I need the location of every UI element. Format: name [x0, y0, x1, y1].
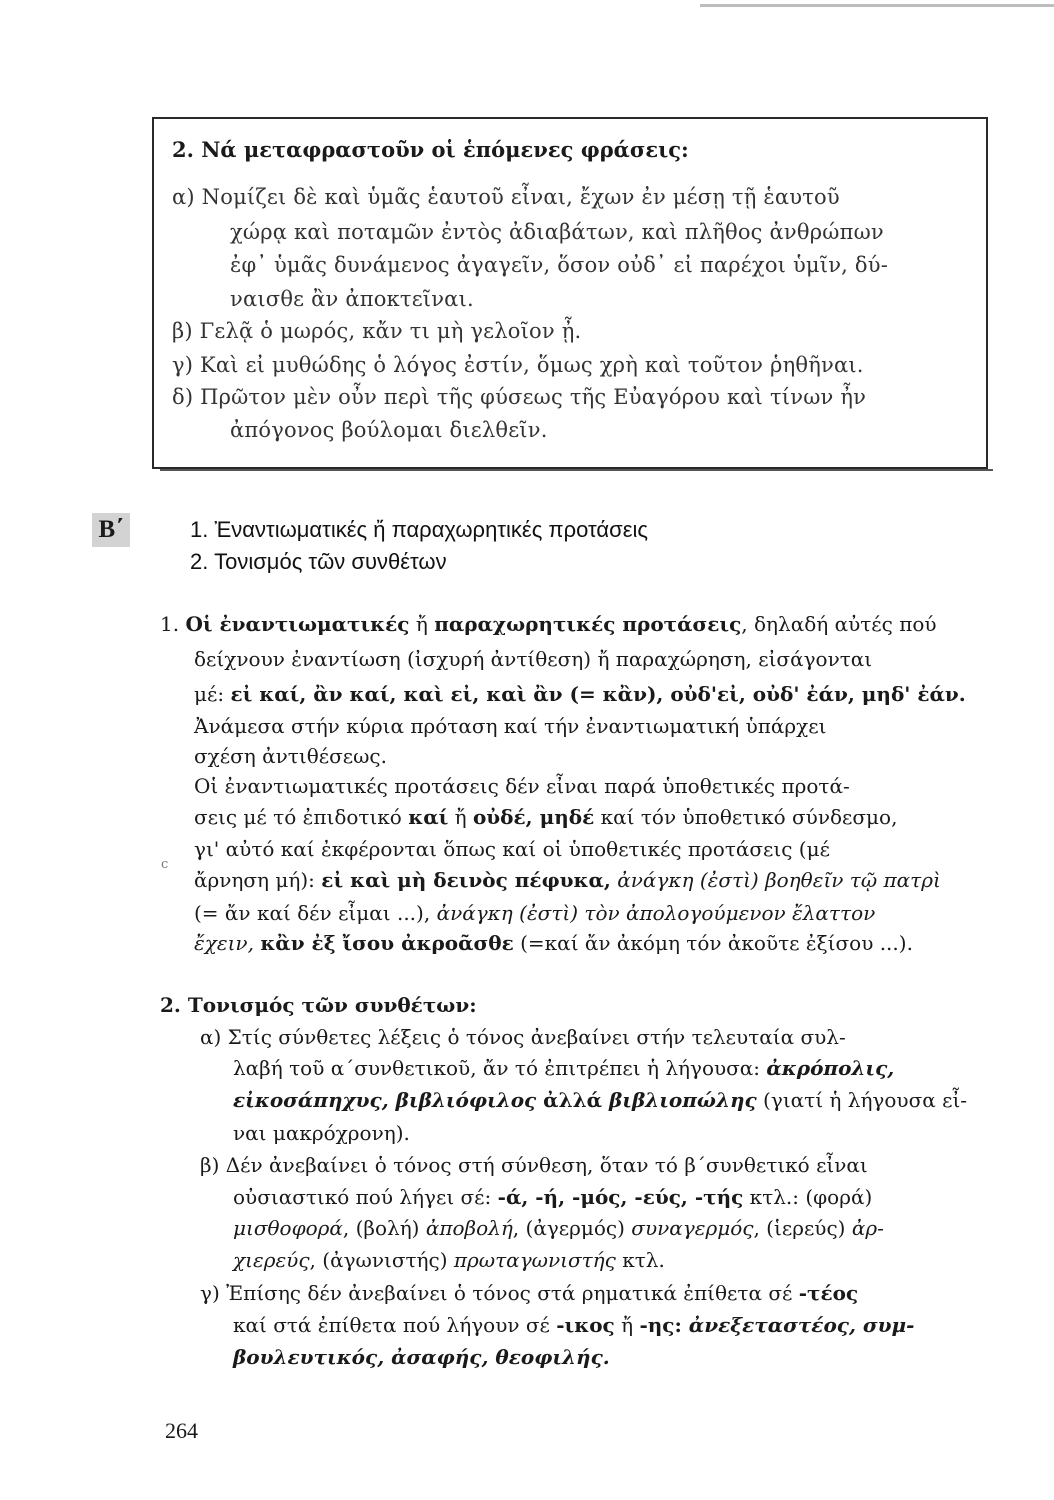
exercise-heading: 2. Νά μεταφραστοῦν οἱ ἑπόμενες φράσεις: [172, 137, 689, 162]
text-run: ἤ [448, 805, 473, 829]
text-run: σεις μέ τό ἐπιδοτικό [194, 805, 409, 829]
paragraph-1-line [194, 805, 897, 829]
exercise-line: γ) Καὶ εἰ μυθώδης ὁ λόγος ἐστίν, ὅμως χρὴ καὶ τοῦτον ῥηθῆναι. [172, 353, 864, 377]
exercise-line: χώρᾳ καὶ ποταμῶν ἐντὸς ἀδιαβάτων, καὶ πλῆθος ἀνθρώπων [230, 220, 884, 244]
suffix-bold: -ης: [639, 1313, 682, 1337]
page-number: 264 [165, 1418, 198, 1443]
example-italic: ἀκρόπολις, [766, 1056, 895, 1080]
paragraph-1-line [194, 868, 941, 892]
paragraph-1-line [160, 612, 937, 636]
paragraph-2-line [233, 1216, 884, 1240]
text-run: , δηλαδή αὐτές πού [741, 612, 937, 636]
text-run: λαβή τοῦ α΄συνθετικοῦ, ἄν τό ἐπιτρέπει ἡ λήγουσα: [233, 1056, 767, 1080]
paragraph-2-line: β) Δέν ἀνεβαίνει ὁ τόνος στή σύνθεση, ὅταν τό β΄συνθετικό εἶναι [200, 1153, 868, 1177]
term-bold: παραχωρητικές προτάσεις [434, 612, 742, 636]
term-bold: καί [408, 805, 449, 829]
paragraph-2-line: ναι μακρόχρονη). [233, 1121, 410, 1145]
exercise-line: ἐφ᾽ ὑμᾶς δυνάμενος ἀγαγεῖν, ὅσον οὐδ᾽ εἰ παρέχοι ὑμῖν, δύ- [230, 253, 889, 277]
exercise-line: β) Γελᾷ ὁ μωρός, κἄν τι μὴ γελοῖον ᾖ. [172, 319, 582, 343]
paragraph-1-line [194, 682, 966, 706]
example-italic: ἀνάγκη (ἐστὶ) βοηθεῖν τῷ πατρὶ [610, 868, 941, 892]
example-italic: μισθοφορά [233, 1216, 343, 1240]
text-run: , (ἀγερμός) [512, 1216, 632, 1240]
example-italic: ἀρ- [851, 1216, 884, 1240]
text-run: καί στά ἐπίθετα πού λήγουν σέ [233, 1313, 557, 1337]
paragraph-1-line: σχέση ἀντιθέσεως. [194, 744, 387, 768]
paragraph-1-line: δείχνουν ἐναντίωση (ἰσχυρή ἀντίθεση) ἤ παραχώρηση, εἰσάγονται [194, 647, 873, 671]
text-run: γ) Ἐπίσης δέν ἀνεβαίνει ὁ τόνος στά ρηματικά ἐπίθετα σέ [200, 1281, 799, 1305]
text-run: ἤ [614, 1313, 640, 1337]
text-run: ἤ [409, 612, 435, 636]
paragraph-2-line [233, 1185, 872, 1209]
example-italic: πρωταγωνιστής [453, 1248, 616, 1272]
text-run: οὐσιαστικό πού λήγει σέ: [233, 1185, 498, 1209]
example-italic: ἀνεξεταστέος, συμ- [681, 1313, 915, 1337]
term-bold: Οἱ ἐναντιωματικές [185, 612, 410, 636]
paragraph-2-line [233, 1345, 610, 1369]
box-bottom-rule [160, 469, 993, 471]
text-run: , (ἀγωνιστής) [309, 1248, 454, 1272]
example-italic: συναγερμός [631, 1216, 754, 1240]
text-run: μέ: [194, 682, 231, 706]
exercise-box [152, 117, 988, 469]
margin-mark: c [161, 857, 169, 872]
paragraph-1-line: γι' αὐτό καί ἐκφέρονται ὅπως καί οἱ ὑποθετικές προτάσεις (μέ [194, 837, 830, 861]
text-run: (=καί ἄν ἀκόμη τόν ἀκοῦτε ἐξίσου ...). [513, 931, 913, 955]
example-bold: κἂν ἐξ ἴσου ἀκροᾶσθε [260, 931, 514, 955]
example-italic: βουλευτικός, ἀσαφής, θεοφιλής. [233, 1345, 610, 1369]
example-italic: χιερεύς [233, 1248, 310, 1272]
exercise-line: α) Νομίζει δὲ καὶ ὑμᾶς ἑαυτοῦ εἶναι, ἔχων ἐν μέσῃ τῇ ἑαυτοῦ [172, 185, 840, 209]
term-bold: οὐδέ, μηδέ [472, 805, 595, 829]
exercise-line: δ) Πρῶτον μὲν οὖν περὶ τῆς φύσεως τῆς Εὐαγόρου καὶ τίνων ἦν [172, 385, 867, 409]
top-edge-line [700, 4, 1054, 7]
paragraph-2-line [200, 1281, 858, 1305]
text-run: κτλ. [615, 1248, 665, 1272]
section-topic: 1. Ἐναντιωματικές ἤ παραχωρητικές προτάσεις [190, 517, 648, 542]
conjunction-list: εἰ καί, ἂν καί, καὶ εἰ, καὶ ἂν (= κἂν), οὐδ'εἰ, οὐδ' ἐάν, μηδ' ἐάν. [230, 682, 966, 706]
example-italic: εἰκοσάπηχυς, βιβλιόφιλος [233, 1088, 537, 1112]
example-bold: εἰ καὶ μὴ δεινὸς πέφυκα, [321, 868, 611, 892]
text-run: , (βολή) [342, 1216, 426, 1240]
suffix-bold: -ικος [556, 1313, 615, 1337]
example-italic: ἔχειν, [194, 931, 261, 955]
paragraph-number: 1. [160, 612, 180, 636]
term-bold: ἀλλά [536, 1088, 609, 1112]
example-italic: ἀποβολή [425, 1216, 513, 1240]
paragraph-1-line: Οἱ ἐναντιωματικές προτάσεις δέν εἶναι παρά ὑποθετικές προτά- [194, 774, 850, 798]
exercise-line: ναισθε ἂν ἀποκτεῖναι. [230, 287, 474, 311]
text-run: , (ἱερεύς) [753, 1216, 852, 1240]
text-run: (γιατί ἡ λήγουσα εἶ- [756, 1088, 968, 1112]
section-b-tag: Β΄ [92, 513, 130, 547]
text-run: ἄρνηση μή): [194, 868, 322, 892]
suffix-bold: -τέος [798, 1281, 859, 1305]
suffix-list: -ά, -ή, -μός, -εύς, -τής [497, 1185, 744, 1209]
paragraph-2-line: α) Στίς σύνθετες λέξεις ὁ τόνος ἀνεβαίνει στήν τελευταία συλ- [200, 1025, 846, 1049]
paragraph-2-line [233, 1248, 665, 1272]
example-italic: βιβλιοπώλης [608, 1088, 757, 1112]
text-run: καί τόν ὑποθετικό σύνδεσμο, [594, 805, 898, 829]
paragraph-1-line [194, 901, 875, 925]
paragraph-2-line [233, 1088, 967, 1112]
exercise-line: ἀπόγονος βούλομαι διελθεῖν. [230, 418, 548, 442]
paragraph-1-line [194, 931, 913, 955]
example-italic: ἀνάγκη (ἐστὶ) τὸν ἀπολογούμενον ἔλαττον [436, 901, 876, 925]
paragraph-2-heading: 2. Τονισμός τῶν συνθέτων: [160, 993, 477, 1017]
paragraph-2-line [233, 1056, 894, 1080]
paragraph-1-line: Ἀνάμεσα στήν κύρια πρόταση καί τήν ἐναντιωματική ὑπάρχει [194, 714, 827, 738]
paragraph-2-line [233, 1313, 914, 1337]
text-run: κτλ.: (φορά) [743, 1185, 873, 1209]
section-topic: 2. Τονισμός τῶν συνθέτων [190, 549, 447, 574]
text-run: (= ἄν καί δέν εἶμαι ...), [194, 901, 437, 925]
